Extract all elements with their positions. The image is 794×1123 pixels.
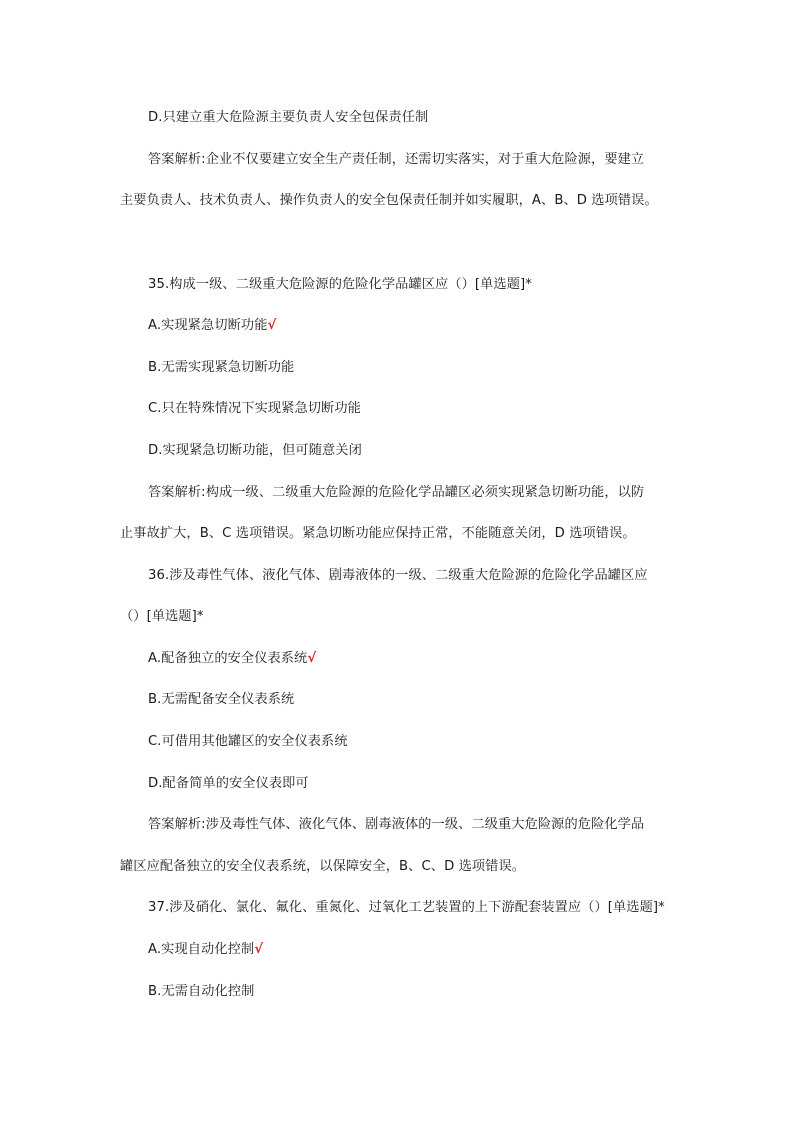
q35-question: 35.构成一级、二级重大危险源的危险化学品罐区应（）[单选题]* [148,277,532,292]
q36-option-b: B.无需配备安全仪表系统 [148,692,295,707]
q36-question-line2: （）[单选题]* [120,609,204,624]
q37-option-a [148,941,263,959]
q34-option-d: D.只建立重大危险源主要负责人安全包保责任制 [148,110,429,125]
q35-option-c: C.只在特殊情况下实现紧急切断功能 [148,401,361,416]
q36-option-c: C.可借用其他罐区的安全仪表系统 [148,734,348,749]
q35-option-a-text: A.实现紧急切断功能 [148,318,268,333]
q37-question: 37.涉及硝化、氯化、氟化、重氮化、过氧化工艺装置的上下游配套装置应（）[单选题]* [148,900,665,915]
q35-option-a [148,317,276,335]
q34-analysis-line1: 答案解析:企业不仅要建立安全生产责任制，还需切实落实，对于重大危险源，要建立 [148,152,645,167]
q35-analysis-line1: 答案解析:构成一级、二级重大危险源的危险化学品罐区必须实现紧急切断功能，以防 [148,485,645,500]
q37-option-b: B.无需自动化控制 [148,984,255,999]
correct-check-icon: √ [254,942,264,957]
q36-option-a [148,650,316,668]
correct-check-icon: √ [307,651,317,666]
q34-analysis-line2: 主要负责人、技术负责人、操作负责人的安全包保责任制并如实履职，A、B、D 选项错误。 [120,193,658,208]
q36-option-a-text: A.配备独立的安全仪表系统 [148,651,308,666]
q36-analysis-line1: 答案解析:涉及毒性气体、液化气体、剧毒液体的一级、二级重大危险源的危险化学品 [148,817,645,832]
q36-option-d: D.配备简单的安全仪表即可 [148,776,309,791]
q35-option-b: B.无需实现紧急切断功能 [148,360,295,375]
q36-question-line1: 36.涉及毒性气体、液化气体、剧毒液体的一级、二级重大危险源的危险化学品罐区应 [148,568,648,583]
q36-analysis-line2: 罐区应配备独立的安全仪表系统，以保障安全，B、C、D 选项错误。 [120,859,526,874]
correct-check-icon: √ [267,318,277,333]
q37-option-a-text: A.实现自动化控制 [148,942,255,957]
q35-option-d: D.实现紧急切断功能，但可随意关闭 [148,443,362,458]
q35-analysis-line2: 止事故扩大，B、C 选项错误。紧急切断功能应保持正常，不能随意关闭，D 选项错误。 [120,526,636,541]
